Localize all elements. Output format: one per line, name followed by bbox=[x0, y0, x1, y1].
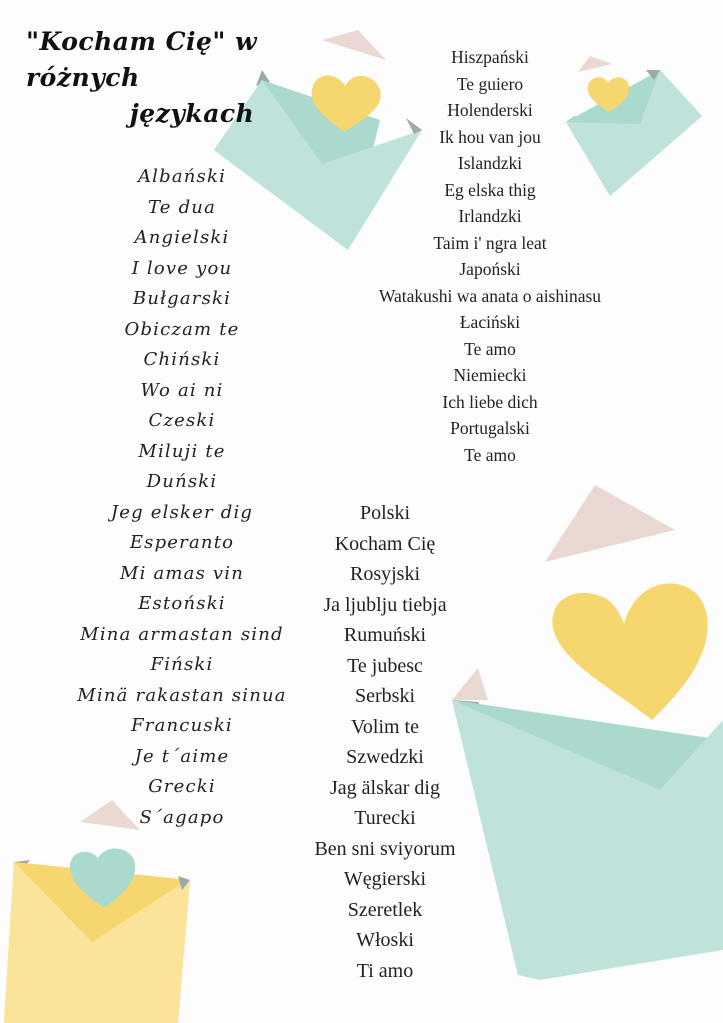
list-item: Ich liebe dich bbox=[442, 391, 538, 412]
list-item: Jag älskar dig bbox=[330, 776, 440, 799]
list-item: Ben sni sviyorum bbox=[314, 837, 456, 860]
triangle-icon bbox=[545, 485, 675, 562]
list-item: Chiński bbox=[143, 349, 221, 370]
list-item: Włoski bbox=[356, 929, 414, 951]
list-item: Te amo bbox=[464, 444, 516, 465]
list-item: Islandzki bbox=[457, 153, 523, 173]
list-item: Duński bbox=[146, 471, 218, 492]
list-item: Niemiecki bbox=[453, 365, 527, 385]
list-item: Bułgarski bbox=[132, 288, 232, 309]
list-item: Mina armastan sind bbox=[80, 623, 284, 645]
list-item: Esperanto bbox=[129, 532, 235, 553]
list-item: Szwedzki bbox=[346, 746, 424, 768]
list-item: Rosyjski bbox=[349, 563, 421, 585]
list-item: Mi amas vin bbox=[119, 562, 245, 584]
list-item: Ik hou van jou bbox=[439, 126, 541, 147]
list-item: Estoński bbox=[138, 593, 226, 614]
page-title bbox=[22, 24, 362, 132]
list-item: Watakushi wa anata o aishinasu bbox=[378, 285, 602, 306]
envelope-heart-icon bbox=[452, 583, 723, 980]
list-item: Łaciński bbox=[459, 312, 521, 332]
list-item: Eg elska thig bbox=[444, 179, 536, 200]
list-item: S´agapo bbox=[139, 806, 225, 828]
list-item: Ti amo bbox=[356, 959, 414, 982]
envelope-heart-icon bbox=[4, 800, 190, 1023]
list-item: Turecki bbox=[354, 807, 416, 829]
list-item: I love you bbox=[131, 257, 233, 279]
list-item: Kocham Cię bbox=[334, 532, 436, 555]
list-item: Volim te bbox=[351, 715, 419, 738]
list-item: Wo ai ni bbox=[140, 379, 224, 401]
list-item: Te dua bbox=[147, 196, 217, 218]
language-list-right bbox=[352, 44, 628, 468]
list-item: Te amo bbox=[464, 338, 516, 359]
list-item: Japoński bbox=[459, 259, 521, 279]
list-item: Te jubesc bbox=[347, 654, 423, 677]
list-item: Grecki bbox=[148, 776, 216, 797]
list-item: Obiczam te bbox=[124, 318, 240, 340]
list-item: Jeg elsker dig bbox=[110, 501, 254, 523]
list-item: Francuski bbox=[131, 715, 233, 736]
title-line-1: "Kocham Cię" w różnych bbox=[26, 27, 258, 92]
list-item: Angielski bbox=[134, 227, 230, 248]
list-item: Taim i' ngra leat bbox=[433, 232, 547, 253]
list-item: Fiński bbox=[150, 654, 214, 675]
language-list-center bbox=[283, 498, 487, 986]
list-item: Szeretlek bbox=[347, 898, 423, 921]
list-item: Miluji te bbox=[138, 440, 226, 462]
language-list-left bbox=[62, 162, 302, 833]
heart-icon bbox=[552, 583, 707, 720]
list-item: Holenderski bbox=[447, 100, 533, 120]
list-item: Je t´aime bbox=[134, 745, 230, 767]
list-item: Irlandzki bbox=[458, 206, 522, 226]
list-item: Czeski bbox=[148, 410, 216, 431]
list-item: Rumuński bbox=[343, 624, 427, 646]
list-item: Ja ljublju tiebja bbox=[323, 593, 447, 616]
list-item: Polski bbox=[359, 502, 411, 524]
title-line-2: językach bbox=[129, 99, 255, 128]
list-item: Serbski bbox=[355, 685, 415, 707]
list-item: Węgierski bbox=[343, 868, 427, 890]
list-item: Te guiero bbox=[456, 73, 524, 94]
list-item: Minä rakastan sinua bbox=[77, 684, 287, 706]
list-item: Portugalski bbox=[450, 418, 530, 438]
list-item: Albański bbox=[137, 166, 227, 187]
list-item: Hiszpański bbox=[451, 47, 529, 67]
